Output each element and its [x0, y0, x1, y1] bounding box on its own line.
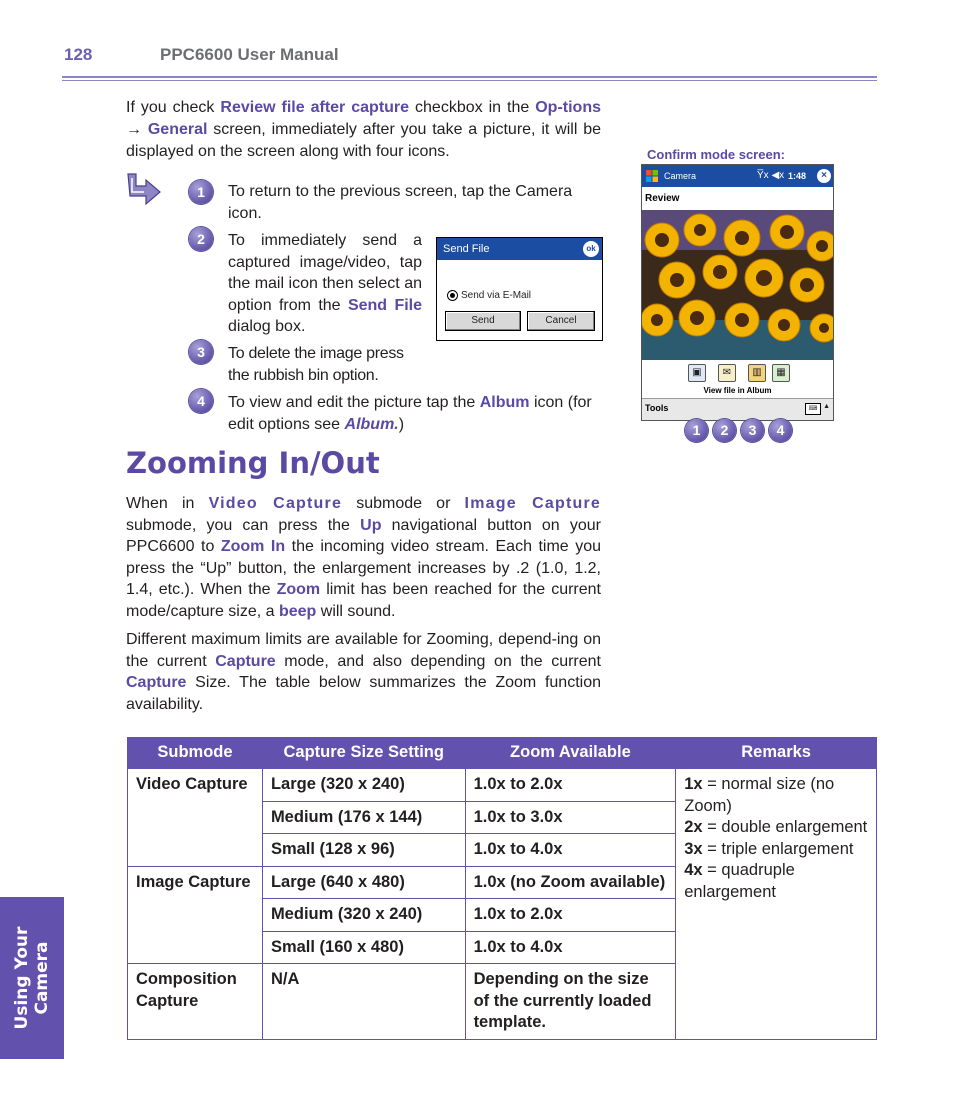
table-header: Submode [128, 738, 263, 769]
step-4-part: ) [398, 415, 405, 433]
side-tab-line: Using Your [12, 926, 32, 1030]
p2-text: Different maximum limits are available for Zooming, depend-ing on the current [126, 631, 601, 670]
size-cell: Large (320 x 240) [262, 769, 465, 802]
header-rule-thin [62, 80, 877, 81]
p1-highlight: beep [278, 602, 317, 620]
intro-text: If you check [126, 99, 221, 116]
zoom-paragraph-1 [126, 493, 601, 623]
intro-highlight: Op-tions [535, 99, 601, 116]
keyboard-arrow-icon[interactable]: ▲ [823, 403, 830, 410]
send-file-dialog [436, 237, 603, 341]
remark-line [684, 817, 868, 839]
table-header-row [128, 738, 877, 769]
windows-start-icon[interactable] [645, 169, 659, 183]
step-2-text [228, 230, 422, 338]
p2-highlight: Capture [215, 652, 276, 670]
screen-badge-1: 1 [685, 419, 708, 442]
p1-text: the incoming video stream. Each time you press the “Up” button, the enlargement increases by .2 (1.0, 1.2, 1.4, etc.). When the [126, 538, 601, 599]
remark-text: = double enlargement [702, 818, 868, 836]
step-badge-3: 3 [189, 340, 213, 364]
side-tab-label [12, 903, 52, 1053]
remark-key: 1x [684, 775, 703, 793]
phone-app-title: Camera [664, 171, 697, 181]
p2-text: Size. The table below summarizes the Zoom function availability. [126, 674, 601, 713]
radio-selected-icon[interactable] [447, 290, 458, 301]
intro-text: checkbox in the [409, 99, 536, 116]
step-badge-4: 4 [189, 389, 213, 413]
header-rule [62, 76, 877, 78]
p1-highlight: Image Capture [464, 495, 601, 512]
table-header: Zoom Available [465, 738, 676, 769]
remarks-cell [676, 769, 877, 1040]
submode-cell: Video Capture [128, 769, 263, 867]
send-dialog-title: Send File [443, 243, 490, 255]
remark-text: = triple enlargement [702, 839, 854, 858]
phone-clock: 1:48 [788, 171, 807, 181]
p1-highlight: Video Capture [208, 495, 343, 512]
confirm-screen-caption: Confirm mode screen: [647, 147, 785, 162]
p2-text: mode, and also depending on the current [275, 652, 601, 670]
p1-text: navigational button on your PPC6600 to [126, 516, 601, 556]
step-badge-2: 2 [189, 227, 213, 251]
close-icon[interactable]: × [817, 169, 831, 183]
remark-key: 4x [684, 861, 703, 879]
intro-text: screen, immediately after you take a picture, it will be displayed on the screen along with four icons. [126, 121, 602, 160]
size-cell: Medium (320 x 240) [262, 899, 465, 932]
album-icon[interactable]: ▦ [772, 364, 790, 382]
p1-highlight: Zoom [276, 581, 321, 599]
zoom-cell: Depending on the size of the currently loaded template. [465, 964, 676, 1040]
table-header: Capture Size Setting [262, 738, 465, 769]
intro-highlight: Review file after capture [220, 99, 410, 116]
cancel-button[interactable]: Cancel [527, 311, 595, 331]
remark-line [684, 774, 868, 817]
step-4-text [228, 392, 601, 435]
p1-highlight: Up [360, 516, 382, 534]
zoom-paragraph-2 [126, 629, 601, 715]
remark-key: 3x [684, 839, 703, 858]
size-cell: Small (128 x 96) [262, 834, 465, 867]
side-tab-line: Camera [32, 941, 52, 1015]
remark-key: 2x [684, 818, 703, 836]
zoom-cell: 1.0x to 4.0x [465, 834, 676, 867]
step-3-text: To delete the image press the rubbish bin option. [228, 345, 404, 384]
step-4-part: icon (for edit options see [228, 394, 592, 433]
signal-volume-icon[interactable]: Y̅x ◀x [757, 170, 785, 181]
phone-menu-bar [642, 398, 833, 421]
intro-text: → [126, 121, 148, 138]
confirm-mode-screen [641, 164, 834, 421]
phone-title-bar [642, 165, 833, 187]
zoom-cell: 1.0x to 4.0x [465, 931, 676, 964]
mail-icon[interactable]: ✉ [718, 364, 736, 382]
step-4-highlight: Album [479, 394, 530, 411]
submode-cell: Image Capture [128, 866, 263, 964]
submode-cell: Composition Capture [128, 964, 263, 1040]
step-2-part: dialog box. [228, 318, 306, 335]
camera-icon[interactable]: ▣ [688, 364, 706, 382]
tools-menu[interactable]: Tools [645, 403, 669, 413]
step-2-part: To immediately send a captured image/video, tap the mail icon then select an option from the [228, 232, 422, 314]
zoom-cell: 1.0x (no Zoom available) [465, 866, 676, 899]
sunflower-photo [642, 210, 833, 360]
view-file-label: View file in Album [703, 386, 772, 395]
p2-highlight: Capture [126, 674, 187, 692]
send-option-label: Send via E-Mail [461, 290, 532, 301]
p1-highlight: Zoom In [220, 538, 286, 556]
size-cell: N/A [262, 964, 465, 1040]
step-badge-1: 1 [189, 180, 213, 204]
review-label: Review [645, 193, 680, 204]
screen-badge-4: 4 [769, 419, 792, 442]
p1-text: submode, you can press the [126, 516, 361, 534]
table-row [128, 769, 877, 802]
size-cell: Large (640 x 480) [262, 866, 465, 899]
send-via-email-option[interactable] [447, 289, 531, 303]
size-cell: Small (160 x 480) [262, 931, 465, 964]
manual-title: PPC6600 User Manual [160, 45, 339, 64]
remark-line [684, 839, 868, 861]
remark-text: = quadruple enlargement [684, 861, 795, 901]
trash-icon[interactable]: ▥ [748, 364, 766, 382]
screen-badge-2: 2 [713, 419, 736, 442]
screen-badge-3: 3 [741, 419, 764, 442]
page-number: 128 [64, 45, 93, 64]
step-2-highlight: Send File [347, 296, 423, 314]
chapter-side-tab [0, 897, 64, 1059]
step-1-text: To return to the previous screen, tap the Camera icon. [228, 183, 573, 222]
send-dialog-title-bar [437, 238, 602, 260]
remark-line [684, 860, 868, 903]
p1-text: limit has been reached for the current mode/capture size, a [126, 581, 601, 620]
note-pointer-icon [126, 172, 162, 206]
size-cell: Medium (176 x 144) [262, 801, 465, 834]
send-button[interactable]: Send [445, 311, 521, 331]
zoom-cell: 1.0x to 2.0x [465, 899, 676, 932]
ok-button[interactable]: ok [583, 241, 599, 257]
section-heading: Zooming In/Out [126, 446, 380, 480]
keyboard-icon[interactable]: ⌨ [805, 403, 821, 415]
step-4-highlight: Album. [344, 415, 399, 433]
p1-text: submode or [342, 495, 465, 512]
remark-text: = normal size (no Zoom) [684, 775, 835, 815]
zoom-cell: 1.0x to 2.0x [465, 769, 676, 802]
intro-highlight: General [147, 121, 208, 138]
intro-paragraph [126, 97, 601, 163]
zoom-cell: 1.0x to 3.0x [465, 801, 676, 834]
step-4-part: To view and edit the picture tap the [228, 394, 480, 411]
table-header: Remarks [676, 738, 877, 769]
zoom-table [127, 737, 877, 1040]
p1-text: will sound. [316, 602, 396, 620]
p1-text: When in [126, 495, 209, 512]
